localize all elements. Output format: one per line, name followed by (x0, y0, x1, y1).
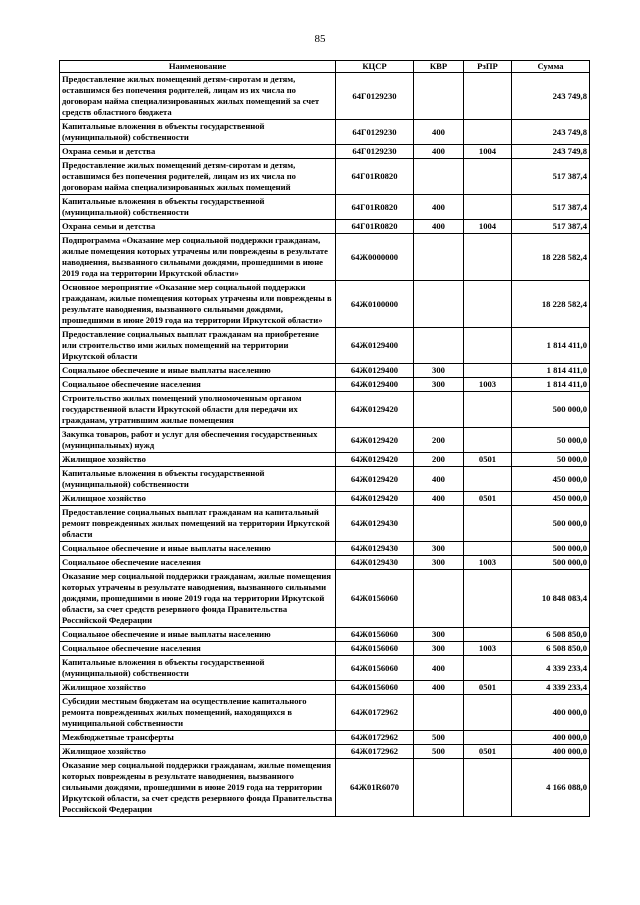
cell-name: Социальное обеспечение и иные выплаты населению (60, 628, 336, 642)
cell-kvr (414, 392, 464, 428)
cell-kcsr: 64Ж0172962 (336, 745, 414, 759)
cell-rzpr (464, 759, 512, 817)
cell-kcsr: 64Ж0129400 (336, 378, 414, 392)
cell-name: Межбюджетные трансферты (60, 731, 336, 745)
cell-sum: 400 000,0 (512, 731, 590, 745)
cell-kcsr: 64Ж0129430 (336, 542, 414, 556)
cell-kvr: 300 (414, 556, 464, 570)
cell-kcsr: 64Ж0129420 (336, 428, 414, 453)
header-name: Наименование (60, 61, 336, 73)
header-rzpr: РзПР (464, 61, 512, 73)
cell-kvr: 500 (414, 745, 464, 759)
cell-kcsr: 64Г01R0820 (336, 159, 414, 195)
cell-name: Оказание мер социальной поддержки гражданам, жилые помещения которых повреждены в результате наводнения, вызванного сильными дождями, прошедшими в июне 2019 года на территории Иркутской области, за счет средств резервного фонда Правительства Российской Федерации (60, 759, 336, 817)
table-row (60, 681, 590, 695)
cell-name: Капитальные вложения в объекты государственной (муниципальной) собственности (60, 656, 336, 681)
table-row (60, 159, 590, 195)
cell-kvr: 300 (414, 364, 464, 378)
cell-kvr: 300 (414, 628, 464, 642)
table-row (60, 695, 590, 731)
cell-name: Жилищное хозяйство (60, 492, 336, 506)
table-row (60, 556, 590, 570)
cell-kcsr: 64Ж0156060 (336, 656, 414, 681)
cell-sum: 1 814 411,0 (512, 364, 590, 378)
cell-name: Жилищное хозяйство (60, 745, 336, 759)
table-row (60, 745, 590, 759)
cell-kvr (414, 759, 464, 817)
cell-kvr (414, 73, 464, 120)
cell-name: Предоставление жилых помещений детям-сиротам и детям, оставшимся без попечения родителей, лицам из их числа по договорам найма специализированных жилых помещений (60, 159, 336, 195)
table-row (60, 428, 590, 453)
page-number: 85 (314, 33, 326, 45)
table-row (60, 492, 590, 506)
cell-rzpr: 1003 (464, 378, 512, 392)
cell-rzpr (464, 542, 512, 556)
cell-rzpr (464, 364, 512, 378)
cell-sum: 400 000,0 (512, 695, 590, 731)
cell-kcsr: 64Ж0156060 (336, 628, 414, 642)
table-row (60, 570, 590, 628)
table-row (60, 364, 590, 378)
cell-kcsr: 64Ж0156060 (336, 570, 414, 628)
cell-rzpr (464, 234, 512, 281)
cell-kcsr: 64Г01R0820 (336, 195, 414, 220)
cell-sum: 4 166 088,0 (512, 759, 590, 817)
table-row (60, 73, 590, 120)
cell-name: Основное мероприятие «Оказание мер социальной поддержки гражданам, жилые помещения которых утрачены или повреждены в результате наводнения, вызванного сильными дождями, прошедшими в июне 2019 года на территории Иркутской области» (60, 281, 336, 328)
cell-kvr: 400 (414, 220, 464, 234)
cell-kcsr: 64Ж0129400 (336, 328, 414, 364)
cell-name: Закупка товаров, работ и услуг для обеспечения государственных (муниципальных) нужд (60, 428, 336, 453)
cell-rzpr: 0501 (464, 492, 512, 506)
cell-rzpr: 1003 (464, 556, 512, 570)
cell-name: Социальное обеспечение населения (60, 378, 336, 392)
cell-name: Предоставление социальных выплат гражданам на капитальный ремонт поврежденных жилых помещений на территории Иркутской области (60, 506, 336, 542)
cell-sum: 243 749,8 (512, 73, 590, 120)
header-kvr: КВР (414, 61, 464, 73)
cell-kcsr: 64Г0129230 (336, 120, 414, 145)
cell-name: Оказание мер социальной поддержки гражданам, жилые помещения которых утрачены в результате наводнения, вызванного сильными дождями, прошедшими в июне 2019 года на территории Иркутской области, за счет средств резервного фонда Правительства Российской Федерации (60, 570, 336, 628)
cell-sum: 450 000,0 (512, 467, 590, 492)
cell-sum: 1 814 411,0 (512, 378, 590, 392)
cell-name: Жилищное хозяйство (60, 453, 336, 467)
cell-rzpr: 1004 (464, 220, 512, 234)
cell-kcsr: 64Ж0156060 (336, 681, 414, 695)
table-header-row (60, 61, 590, 73)
cell-rzpr (464, 467, 512, 492)
cell-sum: 6 508 850,0 (512, 642, 590, 656)
cell-name: Социальное обеспечение населения (60, 642, 336, 656)
cell-name: Подпрограмма «Оказание мер социальной поддержки гражданам, жилые помещения которых утрачены или повреждены в результате наводнения, вызванного сильными дождями, прошедшими в июне 2019 года на территории Иркутской области» (60, 234, 336, 281)
cell-kcsr: 64Ж0129400 (336, 364, 414, 378)
cell-sum: 500 000,0 (512, 392, 590, 428)
cell-kvr (414, 570, 464, 628)
cell-sum: 500 000,0 (512, 556, 590, 570)
cell-kcsr: 64Ж0129430 (336, 556, 414, 570)
cell-kcsr: 64Ж0156060 (336, 642, 414, 656)
cell-kvr: 300 (414, 542, 464, 556)
cell-rzpr (464, 73, 512, 120)
cell-name: Социальное обеспечение и иные выплаты населению (60, 542, 336, 556)
cell-sum: 500 000,0 (512, 542, 590, 556)
table-row (60, 120, 590, 145)
table-row (60, 759, 590, 817)
cell-kvr: 400 (414, 120, 464, 145)
cell-rzpr (464, 281, 512, 328)
cell-rzpr: 0501 (464, 453, 512, 467)
cell-sum: 500 000,0 (512, 506, 590, 542)
cell-sum: 4 339 233,4 (512, 681, 590, 695)
table-row (60, 731, 590, 745)
cell-kvr: 400 (414, 195, 464, 220)
cell-name: Капитальные вложения в объекты государственной (муниципальной) собственности (60, 195, 336, 220)
table-row (60, 467, 590, 492)
cell-rzpr (464, 392, 512, 428)
cell-kcsr: 64Г01R0820 (336, 220, 414, 234)
cell-rzpr (464, 159, 512, 195)
cell-sum: 1 814 411,0 (512, 328, 590, 364)
cell-name: Социальное обеспечение населения (60, 556, 336, 570)
cell-kvr: 300 (414, 378, 464, 392)
cell-rzpr (464, 506, 512, 542)
cell-sum: 450 000,0 (512, 492, 590, 506)
table-row (60, 628, 590, 642)
cell-kvr: 400 (414, 681, 464, 695)
header-sum: Сумма (512, 61, 590, 73)
cell-kcsr: 64Ж0172962 (336, 731, 414, 745)
cell-kcsr: 64Ж0129420 (336, 492, 414, 506)
cell-sum: 517 387,4 (512, 220, 590, 234)
cell-kcsr: 64Ж0000000 (336, 234, 414, 281)
table-row (60, 642, 590, 656)
cell-sum: 18 228 582,4 (512, 281, 590, 328)
budget-table (59, 60, 590, 817)
table-row (60, 234, 590, 281)
table-row (60, 453, 590, 467)
cell-name: Жилищное хозяйство (60, 681, 336, 695)
cell-kvr: 300 (414, 642, 464, 656)
table-row (60, 656, 590, 681)
cell-kcsr: 64Ж0129420 (336, 453, 414, 467)
table-row (60, 145, 590, 159)
cell-kcsr: 64Ж0129430 (336, 506, 414, 542)
table-row (60, 378, 590, 392)
table-row (60, 328, 590, 364)
cell-kvr (414, 695, 464, 731)
cell-kcsr: 64Г0129230 (336, 73, 414, 120)
cell-name: Капитальные вложения в объекты государственной (муниципальной) собственности (60, 467, 336, 492)
cell-sum: 243 749,8 (512, 145, 590, 159)
cell-kcsr: 64Г0129230 (336, 145, 414, 159)
cell-kcsr: 64Ж0100000 (336, 281, 414, 328)
cell-rzpr (464, 195, 512, 220)
cell-kvr: 400 (414, 467, 464, 492)
cell-name: Охрана семьи и детства (60, 145, 336, 159)
cell-rzpr: 1004 (464, 145, 512, 159)
cell-rzpr (464, 570, 512, 628)
cell-kvr: 200 (414, 453, 464, 467)
table-row (60, 506, 590, 542)
cell-sum: 18 228 582,4 (512, 234, 590, 281)
cell-kcsr: 64Ж01R6070 (336, 759, 414, 817)
cell-sum: 517 387,4 (512, 159, 590, 195)
cell-kvr: 400 (414, 492, 464, 506)
cell-sum: 517 387,4 (512, 195, 590, 220)
cell-sum: 10 848 083,4 (512, 570, 590, 628)
cell-sum: 50 000,0 (512, 428, 590, 453)
table-row (60, 220, 590, 234)
cell-rzpr: 1003 (464, 642, 512, 656)
cell-kvr (414, 234, 464, 281)
cell-rzpr (464, 695, 512, 731)
cell-sum: 6 508 850,0 (512, 628, 590, 642)
table-row (60, 392, 590, 428)
cell-rzpr (464, 731, 512, 745)
cell-name: Строительство жилых помещений уполномоченным органом государственной власти Иркутской области для передачи их гражданам, утратившим жилые помещения (60, 392, 336, 428)
cell-kcsr: 64Ж0129420 (336, 467, 414, 492)
cell-name: Предоставление жилых помещений детям-сиротам и детям, оставшимся без попечения родителей, лицам из их числа по договорам найма специализированных жилых помещений за счет средств областного бюджета (60, 73, 336, 120)
cell-name: Охрана семьи и детства (60, 220, 336, 234)
cell-name: Предоставление социальных выплат гражданам на приобретение или строительство ими жилых помещений на территории Иркутской области (60, 328, 336, 364)
cell-rzpr (464, 428, 512, 453)
cell-name: Субсидии местным бюджетам на осуществление капитального ремонта поврежденных жилых помещений, находящихся в муниципальной собственности (60, 695, 336, 731)
cell-kvr: 400 (414, 145, 464, 159)
cell-sum: 400 000,0 (512, 745, 590, 759)
cell-kvr: 200 (414, 428, 464, 453)
header-kcsr: КЦСР (336, 61, 414, 73)
cell-rzpr: 0501 (464, 681, 512, 695)
cell-kvr (414, 328, 464, 364)
cell-sum: 50 000,0 (512, 453, 590, 467)
cell-kvr (414, 159, 464, 195)
table-row (60, 281, 590, 328)
cell-kcsr: 64Ж0129420 (336, 392, 414, 428)
cell-rzpr (464, 328, 512, 364)
table-body (60, 73, 590, 817)
cell-kcsr: 64Ж0172962 (336, 695, 414, 731)
table-row (60, 542, 590, 556)
cell-name: Социальное обеспечение и иные выплаты населению (60, 364, 336, 378)
cell-kvr: 500 (414, 731, 464, 745)
cell-sum: 4 339 233,4 (512, 656, 590, 681)
cell-kvr (414, 281, 464, 328)
cell-rzpr (464, 656, 512, 681)
cell-rzpr (464, 120, 512, 145)
cell-sum: 243 749,8 (512, 120, 590, 145)
cell-rzpr: 0501 (464, 745, 512, 759)
cell-kvr: 400 (414, 656, 464, 681)
cell-rzpr (464, 628, 512, 642)
cell-name: Капитальные вложения в объекты государственной (муниципальной) собственности (60, 120, 336, 145)
table-row (60, 195, 590, 220)
cell-kvr (414, 506, 464, 542)
